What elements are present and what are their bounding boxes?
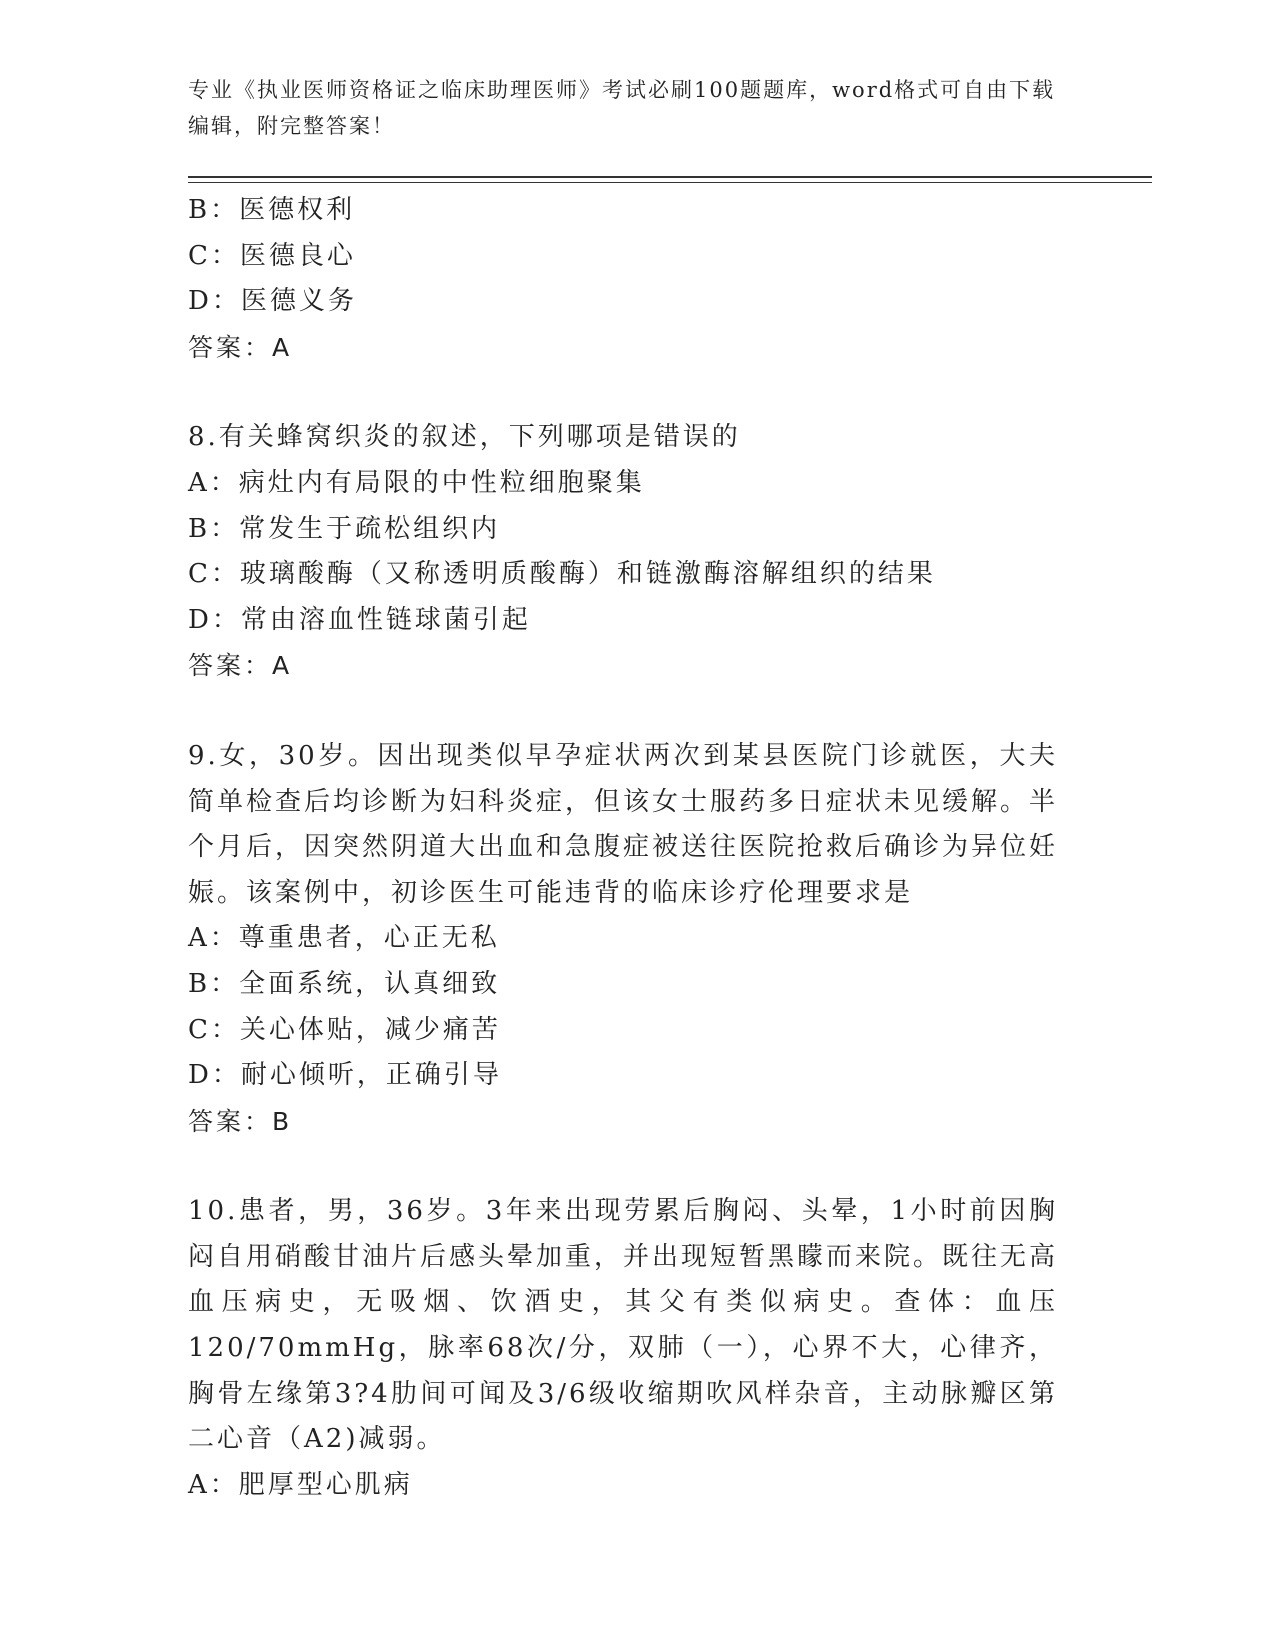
option-a: A：病灶内有局限的中性粒细胞聚集 bbox=[188, 467, 645, 498]
question-stem: 9.女，30岁。因出现类似早孕症状两次到某县医院门诊就医，大夫简单检查后均诊断为妇科炎症，但该女士服药多日症状未见缓解。半个月后，因突然阴道大出血和急腹症被送往医院抢救后确诊为异位妊娠。该案例中，初诊医生可能违背的临床诊疗伦理要求是 bbox=[188, 740, 1059, 908]
question-9 bbox=[188, 734, 1068, 1144]
answer: 答案：A bbox=[188, 651, 293, 681]
option-b: B：全面系统，认真细致 bbox=[188, 968, 501, 999]
option-b: B：常发生于疏松组织内 bbox=[188, 513, 501, 544]
option-c: C：医德良心 bbox=[188, 240, 356, 271]
answer: 答案：B bbox=[188, 1106, 293, 1136]
option-c: C：玻璃酸酶（又称透明质酸酶）和链激酶溶解组织的结果 bbox=[188, 559, 936, 590]
header-divider-thin bbox=[188, 182, 1152, 183]
question-stem: 10.患者，男，36岁。3年来出现劳累后胸闷、头晕，1小时前因胸闷自用硝酸甘油片后感头晕加重，并出现短暂黑矇而来院。既往无高血压病史，无吸烟、饮酒史，其父有类似病史。查体：血压120/70mmHg，脉率68次/分，双肺（一），心界不大，心律齐，胸骨左缘第3?4肋间可闻及3/6级收缩期吹风样杂音，主动脉瓣区第二心音（A2)减弱。 bbox=[188, 1196, 1059, 1455]
option-d: D：常由溶血性链球菌引起 bbox=[188, 604, 531, 635]
header-divider-thick bbox=[188, 176, 1152, 178]
answer: 答案：A bbox=[188, 332, 293, 362]
option-a: A：肥厚型心肌病 bbox=[188, 1469, 413, 1500]
option-d: D：耐心倾听，正确引导 bbox=[188, 1060, 502, 1091]
document-header: 专业《执业医师资格证之临床助理医师》考试必刷100题题库，word格式可自由下载编辑，附完整答案！ bbox=[188, 78, 1056, 138]
option-d: D：医德义务 bbox=[188, 286, 357, 317]
question-content bbox=[188, 188, 1068, 1508]
option-c: C：关心体贴，减少痛苦 bbox=[188, 1014, 501, 1045]
option-a: A：尊重患者，心正无私 bbox=[188, 923, 500, 954]
question-stem: 8.有关蜂窝织炎的叙述，下列哪项是错误的 bbox=[188, 422, 741, 453]
question-10 bbox=[188, 1189, 1068, 1508]
question-8 bbox=[188, 415, 1068, 689]
previous-question-block bbox=[188, 188, 1068, 370]
option-b: B：医德权利 bbox=[188, 195, 356, 225]
